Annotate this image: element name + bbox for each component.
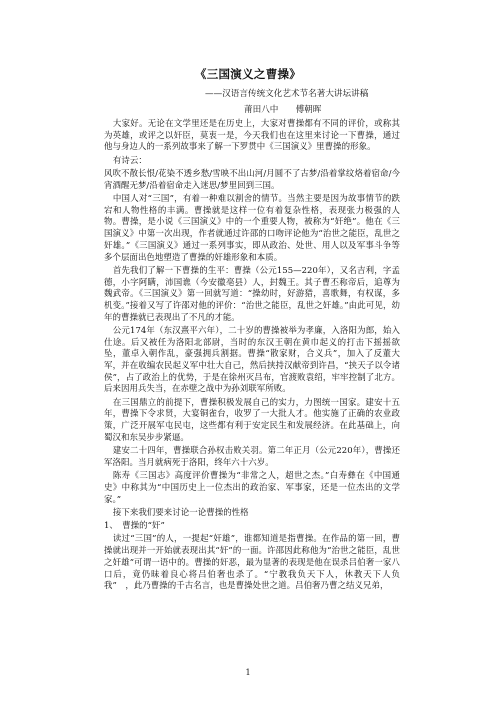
paragraph-intro: 大家好。无论在文学里还是在历史上，大家对曹操都有不同的评价，或称其为英雄，或评之以奸臣，莫衷一是，今天我们也在这里来讨论一下曹操，通过他与身边人的一系列故事来了解一下罗贯中《三国演义》里曹操的形象。	[104, 118, 400, 152]
paragraph-cunning: 读过“三国”的人，一提起“奸雄”，谁都知道是指曹操。在作品的第一回，曹操就出现并一开始就表现出其“奸”的一面。许邵因此称他为“治世之能臣，乱世之奸雄”可谓一语中的。曹操的奸恶，最为显著的表现是他在误杀吕伯奢一家八口后，竟仍昧着良心将吕伯奢也杀了。“宁教我负天下人，休教天下人负我” ，此乃曹操的千古名言，也是曹操处世之道。吕伯奢乃曹之结义兄弟，	[104, 533, 400, 591]
paragraph-biography: 首先我们了解一下曹操的生平：曹操（公元155—220年），又名吉利，字孟德，小字阿瞒，沛国谯（今安徽亳县）人，封魏王。其子曹丕称帝后，追尊为魏武帝。《三国演义》第一回就写道：“操幼时，好游猎，喜歌舞，有权谋，多机变。”接着又写了许邵对他的评价：“治世之能臣，乱世之奸雄。”由此可见，幼年的曹操就已表现出了不凡的才能。	[104, 264, 400, 322]
document-subtitle: ——汉语言传统文化艺术节名著大讲坛讲稿	[205, 89, 369, 99]
paragraph-death: 建安二十四年，曹操联合孙权击败关羽。第二年正月（公元220年），曹操还军洛阳。当月就病死于洛阳，终年六十六岁。	[104, 445, 400, 467]
paragraph-poem-intro: 有诗云：	[112, 154, 147, 165]
paragraph-personality-heading: 接下来我们要来讨论一论曹操的性格	[112, 506, 249, 517]
paragraph-career: 公元174年（东汉熹平六年），二十岁的曹操被举为孝廉，入洛阳为郎，始入仕途。后又被任为洛阳北部尉，当时的东汉王朝在黄巾起义的打击下摇摇欲坠，董卓入朝作乱，豪强拥兵割据。曹操“散家财，合义兵”，加入了反董大军，并在收编农民起义军中壮大自己，然后挟持汉献帝到许昌，“挟天子以令诸侯”，占了政治上的优势，于是在徐州灭吕布，官渡败袁绍，牢牢控制了北方。后来因用兵失当，在赤壁之战中为孙刘联军所败。	[104, 324, 400, 394]
paragraph-unification: 在三国鼎立的前提下，曹操积极发展自己的实力，力图统一国家。建安十五年，曹操下令求贤，大宴铜雀台，收罗了一大批人才。他实施了正确的农业政策，广泛开展军屯民屯，这些都有利于安定民生和发展经济。在此基础上，向蜀汉和东吴步步紧逼。	[104, 396, 400, 442]
paragraph-poem: 风吹不散长恨/花染不透乡愁/雪映不出山河/月圆不了古梦/沿着掌纹烙着宿命/今宵酒醒无梦/沿着宿命走入迷思/梦里回到三国。	[104, 168, 400, 190]
page-number: 1	[245, 668, 251, 677]
paragraph-three-kingdoms: 中国人对“三国”，有着一种难以割舍的情节。当然主要是因为故事情节的跌宕和人物性格的丰满。曹操就是这样一位有着复杂性格，表现张力极强的人物。曹操，是小说《三国演义》中的一个重要人物，被称为“奸绝”。他在《三国演义》中第一次出现，作者就通过许邵的口吻评论他为“治世之能臣，乱世之奸雄。”《三国演义》通过一系列事实，即从政治、处世、用人以及军事斗争等多个层面出色地塑造了曹操的奸雄形象和本质。	[104, 193, 400, 262]
paragraph-evaluation: 陈寿《三国志》高度评价曹操为“非常之人，超世之杰。”白寿彝在《中国通史》中称其为“中国历史上一位杰出的政治家、军事家，还是一位杰出的文学家。”	[104, 470, 400, 504]
author-line: 莆田八中 傅朝晖	[244, 105, 322, 115]
document-body	[104, 118, 400, 594]
section-heading-cunning: 1、 曹操的“奸”	[104, 520, 165, 531]
document-title: 《三国演义之曹操》	[194, 67, 302, 81]
